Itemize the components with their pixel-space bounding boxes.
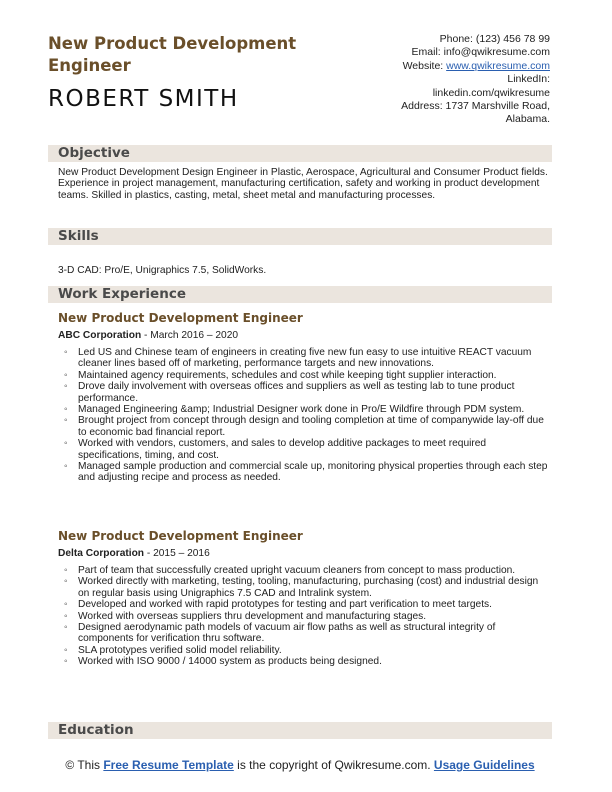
list-item: ◦ Worked directly with marketing, testing, tooling, manufacturing, purchasing (cost) and industrial design on regular basis using Unigraphics 7.5 CAD and Intralink system. [58, 576, 552, 599]
section-education [48, 722, 552, 739]
objective-text: New Product Development Design Engineer in Plastic, Aerospace, Agricultural and Consumer Product fields. Experience in project management, manufacturing certification, safety and working in product development teams. Skilled in plastics, casting, metal, sheet metal and manufacturing processes. [58, 167, 548, 201]
section-objective [48, 145, 552, 162]
contact-block [310, 33, 550, 127]
section-work-heading: Work Experience [58, 286, 186, 302]
job-2-title: New Product Development Engineer [58, 529, 303, 543]
usage-guidelines-link[interactable]: Usage Guidelines [433, 758, 535, 772]
list-item: ◦ Led US and Chinese team of engineers in creating five new fun easy to use intuitive REACT vacuum cleaner lines based off of marketing, performance targets and new innovations. [58, 347, 552, 370]
free-resume-template-link[interactable]: Free Resume Template [103, 758, 234, 772]
list-item: ◦ Developed and worked with rapid prototypes for testing and part verification to meet targets. [58, 599, 552, 610]
list-item: ◦ Worked with vendors, customers, and sales to develop additive packages to meet required specifications, timing, and cost. [58, 438, 552, 461]
section-education-heading: Education [58, 722, 134, 738]
copyright-footer [48, 758, 552, 772]
job-1-bullets [58, 347, 552, 484]
section-work-experience [48, 286, 552, 303]
job-2-dates: - 2015 – 2016 [144, 548, 210, 559]
list-item: ◦ Managed sample production and commercial scale up, monitoring physical properties through each step and adjusting recipe and process as needed. [58, 461, 552, 484]
job-2-company: Delta Corporation [58, 548, 145, 559]
list-item: ◦ Drove daily involvement with overseas offices and suppliers as well as testing lab to tune product performance. [58, 381, 552, 404]
job-1-dates: - March 2016 – 2020 [141, 330, 239, 341]
job-1-company: ABC Corporation [58, 330, 142, 341]
skills-text: 3-D CAD: Pro/E, Unigraphics 7.5, SolidWorks. [58, 265, 267, 276]
list-item: ◦ Worked with overseas suppliers thru development and manufacturing stages. [58, 611, 552, 622]
website-label: Website: [402, 59, 447, 72]
contact-phone: Phone: (123) 456 78 99 [439, 33, 550, 45]
list-item: ◦ Managed Engineering &amp; Industrial Designer work done in Pro/E Wildfire through PDM system. [58, 404, 552, 415]
footer-prefix: © This [65, 758, 104, 772]
list-item: ◦ Brought project from concept through design and tooling completion at time of companywide lay-off due to economic bad financial report. [58, 415, 552, 438]
contact-linkedin-label: LinkedIn: [507, 73, 550, 86]
resume-job-title: New Product Development Engineer [48, 34, 297, 75]
job-1-title: New Product Development Engineer [58, 311, 303, 325]
contact-email: Email: info@qwikresume.com [411, 46, 550, 59]
list-item: ◦ Designed aerodynamic path models of vacuum air flow paths as well as structural integrity of components for verification thru software. [58, 622, 552, 645]
section-skills [48, 228, 552, 245]
job-2-bullets [58, 565, 552, 668]
contact-address-line1: Address: 1737 Marshville Road, [401, 100, 550, 113]
footer-middle: is the copyright of Qwikresume.com. [233, 758, 434, 772]
candidate-name: ROBERT SMITH [48, 86, 239, 112]
list-item: ◦ SLA prototypes verified solid model reliability. [58, 645, 552, 656]
contact-linkedin-value: linkedin.com/qwikresume [432, 86, 550, 99]
list-item: ◦ Part of team that successfully created upright vacuum cleaners from concept to mass production. [58, 565, 552, 576]
website-link[interactable]: www.qwikresume.com [446, 59, 550, 72]
list-item: ◦ Worked with ISO 9000 / 14000 system as products being designed. [58, 656, 552, 667]
job-1-company-line [58, 330, 238, 341]
list-item: ◦ Maintained agency requirements, schedules and cost while keeping tight supplier interaction. [58, 370, 552, 381]
contact-address-line2: Alabama. [505, 113, 550, 126]
contact-website [310, 60, 550, 73]
job-2-company-line [58, 548, 210, 559]
section-skills-heading: Skills [58, 228, 99, 244]
section-objective-heading: Objective [58, 145, 130, 161]
